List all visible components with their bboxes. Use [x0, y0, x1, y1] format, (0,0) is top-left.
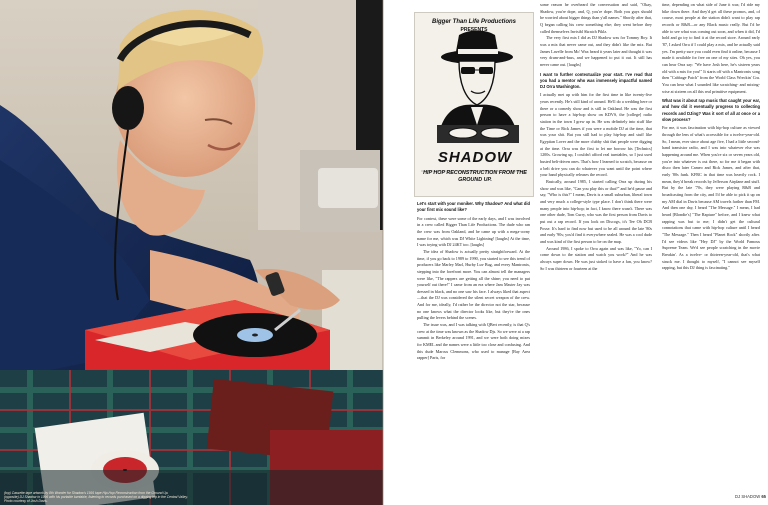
article-column-2 — [540, 2, 652, 272]
cassette-artwork — [414, 12, 534, 197]
caption-line: (top) Cassette tape artwork by 8th Wonder for Shadow's 1991 tape Hip-Hop Reconstruction from the Ground Up. — [4, 491, 169, 495]
article-column-3 — [662, 2, 760, 272]
interview-answer: For me, it was fascination with hip-hop culture as viewed through the lens of what's accessible for a twelve-year-old. So, I mean, ever since about age five, I had a little second-hand transistor radio, and I was into whatever else was happening around me. When you're six or seven years old, you're into whatever is out there, so for me it began with disco then later Cameo and Rick James, and after that, early '80s funk. KFRC in that time was heavily rock. I mean, they'd break records by Jefferson Airplane and stuff. But by the late '70s, they were playing R&B and broadcasting from the city, and I'd be able to pick it up on my AM dial in Davis because AM travels farther than FM. And then one day, I heard "The Message." I mean, I had heard [Blondie's] "The Rapture" before, and I knew what rapping was but to me; I didn't get the cultural connotations that came with hip-hop culture until I heard "The Message." Then I heard "Planet Rock" shortly after. I'd see videos like "Hey DJ" by the World Famous Supreme Team. We'd see people scratching in the movie Breakin'. As a twelve- or thirteen-year-old, that's what struck me. I thought to myself, "I cannot see myself rapping, but this DJ thing is fascinating." — [662, 125, 760, 271]
folio-page-number: 65 — [761, 494, 766, 499]
flyer-title: SHADOW — [437, 149, 513, 166]
interview-answer: I actually met up with him for the first time in like twenty-five years recently. He's still kind of around. He'll do a wedding here or there or a comedy show and is still in Oakland. He was the first person to have a hip-hop show on KDVS, the [college] radio station in the town I grew up in. He was definitely into stuff like the Time or Rick James if you were a mobile DJ at the time, that was your shit. But you still had to play hip-hop and stuff like Egyptian Lover and the more clubby shit that people were digging at the time. Orra was the first to let me borrow his [Technics] 1200s. Growing up, I couldn't afford real turntables, so I just used busted belt-driven ones. That's how I learned to scratch, because on a belt drive you can do whatever you want until the point where your hand physically releases the record. — [540, 92, 652, 178]
article-page — [384, 0, 768, 505]
caption-line: Photo courtesy of Josh Davis. — [4, 499, 48, 504]
caption-line: (opposite) DJ Shadow in 1996 with his portable turntable, listening to records purchased on a digging trip in the Central Valley. — [4, 495, 188, 500]
interview-answer: Around 1986, I spoke to Orra again and was like, "Yo, can I come down to the station and watch you work?" And he was always super down. He was just stoked to have a fan, you know? So I was thirteen or fourteen at the — [540, 245, 652, 271]
interview-answer: time, depending on what side of June it was; I'd ride my bike down there. And they'd get all these promos, and, of course, most people at the station didn't want to play rap records or R&B—or any Black music really. But I'd be able to see what was coming out soon, and when it did, I'd hold and go try to find it at the record store. Around early '87, I asked Orra if I could play a mix, and he actually said yes. I'm pretty sure you could even find it online, because I made it available for free on one of my sites. Oh yes, you can hear Orra say: "We have Josh here, he's sixteen years old with a mix for you!" It starts off with a Mantronix song then "Cabbage Patch" from the World Class Wreckin' Cru. You can hear what I sounded like scratching- and mixing-wise at sixteen on all this real primitive equipment. — [662, 2, 760, 94]
flyer-presents: PRESENTS — [460, 27, 488, 33]
cassette-artwork-drawing — [415, 13, 533, 196]
interview-answer: Basically, around 1985, I started calling Orra up during his show and was like, "Can you play this or that?" and he'd pause and say, "Who is this?" I mean, Davis is a small suburban, liberal town and very much a college-style type place. I don't think there were many people into hip-hop; in fact, I know there wasn't. There was one other dude, Tom Curry, who was the first person from Davis to put out a rap record. If you look on Discogs, it's Tee Oh DCB Posse. It's hard to find now but used to be all around the late '80s and early '90s; you'd find it everywhere sealed. He was a cool dude and was kind of the first person to be on the map. — [540, 178, 652, 244]
interview-answer: The issue was, and I was talking with QBert recently, is that Q's crew at the time was known as the Shadow Djs. So we were at a rap summit in Berkeley around 1991, and we were both doing mixes for KMEL and the names were a little too close and confusing. And this dude Marcus Clemmons, who used to manage [Bay Area rapper] Paris, for — [417, 322, 530, 361]
dj-shadow-photo — [0, 0, 383, 505]
interview-answer: The very first mix I did as DJ Shadow was for Tommy Boy. It was a mix that never came out, and they didn't like the mix. But James Lavelle from Mo' Wax heard it years later and thought it was very drum-and-bass, and we happened to put it out. It still has never came out. [laughs] — [540, 35, 652, 67]
folio-section: DJ SHADOW — [735, 494, 761, 499]
page-folio — [716, 494, 766, 499]
article-column-1 — [417, 198, 530, 362]
interview-answer: some reason he overheard the conversation and said, "Okay, Shadow, you're dope, and, Q, you're dope. Both you guys should be worried about bigger things than y'all names." Shortly after that, Q began calling his crew something else; they went before they called themselves Invisibl Skratch Piklz. — [540, 2, 652, 34]
interview-answer: For context, these were some of the early days, and I was involved in a crew called Bigger Than Life Productions. The dude who ran the crew was from Oakland, and he came up with a mega-corny name for me, which was DJ White Lightning! [laughs] At the time, I was toying with DJ 24KT too. [laughs] — [417, 215, 530, 248]
photo-caption — [4, 491, 324, 504]
flyer-tagline: HIP HOP RECONSTRUCTION FROM THE GROUND UP. — [423, 170, 527, 183]
interview-question: Let's start with your moniker. Why Shadow? And what did your first mix sound like? — [417, 201, 530, 213]
interview-answer: The idea of Shadow is actually pretty straightforward. At the time, if you go back to 1989 to 1990, you started to see this trend of producers like Marley Marl, Hurby Luv Bug, and every Mantronix, stepping into the forefront more. You can almost tell the managers were like, "The rappers are getting all the shine; you need to put yourself out there!" I came from an era where Jam Master Jay was dressed in black, and no one saw his face. I always liked that aspect—that the DJ was considered the silent secret weapon of the crew. And for me, ideally, I'd rather be the director not the star, because no one knows what the director looks like, but they're the ones pulling the levers behind the scenes. — [417, 248, 530, 321]
interview-question: What was it about rap music that caught your ear, and how did it eventually progress to collecting records and DJing? Was it sort of all at once or a slow process? — [662, 98, 760, 123]
photo-illustration — [0, 0, 383, 505]
flyer-header: Bigger Than Life Productions — [431, 19, 516, 25]
interview-question: I want to further contextualize your start. I've read that you had a mentor who was immensely impactful named DJ Orra Washington. — [540, 71, 652, 90]
